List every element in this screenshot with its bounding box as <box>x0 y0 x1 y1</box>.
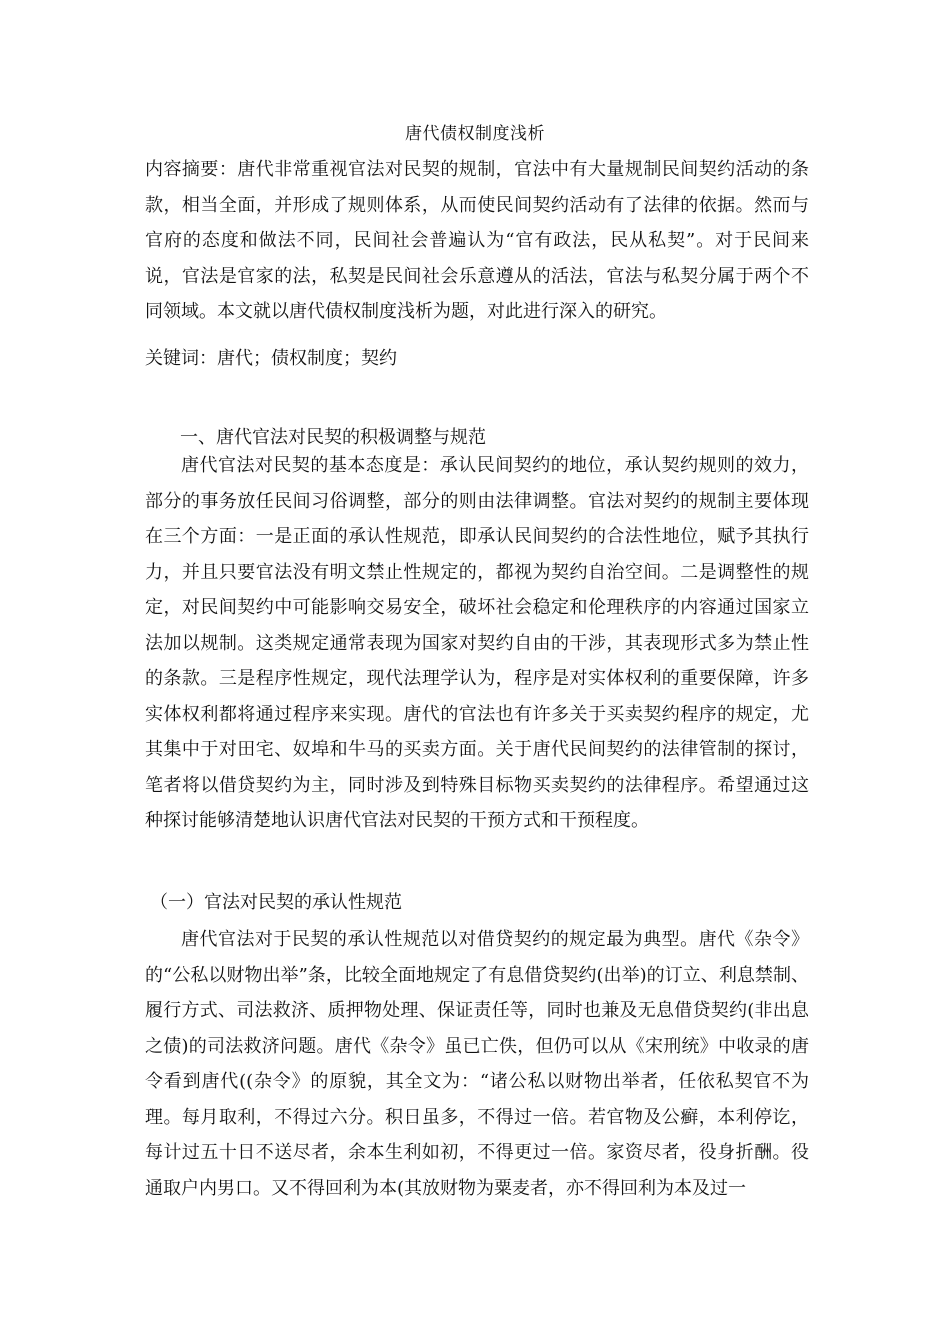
subsection-heading: （一）官法对民契的承认性规范 <box>150 892 402 913</box>
section-paragraph: 唐代官法对民契的基本态度是：承认民间契约的地位，承认契约规则的效力，部分的事务放任民间习俗调整，部分的则由法律调整。官法对契约的规制主要体现在三个方面：一是正面的承认性规范，即承认民间契约的合法性地位，赋予其执行力，并且只要官法没有明文禁止性规定的，都视为契约自治空间。二是调整性的规定，对民间契约中可能影响交易安全，破坏社会稳定和伦理秩序的内容通过国家立法加以规制。这类规定通常表现为国家对契约自由的干涉，其表现形式多为禁止性的条款。三是程序性规定，现代法理学认为，程序是对实体权利的重要保障，许多实体权利都将通过程序来实现。唐代的官法也有许多关于买卖契约程序的规定，尤其集中于对田宅、奴埠和牛马的买卖方面。关于唐代民间契约的法律管制的探讨，笔者将以借贷契约为主，同时涉及到特殊目标物买卖契约的法律程序。希望通过这种探讨能够清楚地认识唐代官法对民契的干预方式和干预程度。 <box>145 455 809 831</box>
document-title: 唐代债权制度浅析 <box>405 124 545 144</box>
section-heading: 一、唐代官法对民契的积极调整与规范 <box>180 427 486 448</box>
abstract-paragraph: 内容摘要：唐代非常重视官法对民契的规制，官法中有大量规制民间契约活动的条款，相当全面，并形成了规则体系，从而使民间契约活动有了法律的依据。然而与官府的态度和做法不同，民间社会普遍认为“官有政法，民从私契”。对于民间来说，官法是官家的法，私契是民间社会乐意遵从的活法，官法与私契分属于两个不同领域。本文就以唐代债权制度浅析为题，对此进行深入的研究。 <box>145 159 809 322</box>
subsection-paragraph: 唐代官法对于民契的承认性规范以对借贷契约的规定最为典型。唐代《杂令》的“公私以财物出举”条，比较全面地规定了有息借贷契约(出举)的订立、利息禁制、履行方式、司法救济、质押物处理、保证责任等，同时也兼及无息借贷契约(非出息之债)的司法救济问题。唐代《杂令》虽已亡佚，但仍可以从《宋刑统》中收录的唐令看到唐代((杂令》的原貌，其全文为：“诸公私以财物出举者，任依私契官不为理。每月取利，不得过六分。积日虽多，不得过一倍。若官物及公癣，本利停讫，每计过五十日不送尽者，余本生利如初，不得更过一倍。家资尽者，役身折酬。役通取户内男口。又不得回利为本(其放财物为粟麦者，亦不得回利为本及过一 <box>145 929 809 1199</box>
keywords-line: 关键词：唐代；债权制度；契约 <box>145 348 397 369</box>
